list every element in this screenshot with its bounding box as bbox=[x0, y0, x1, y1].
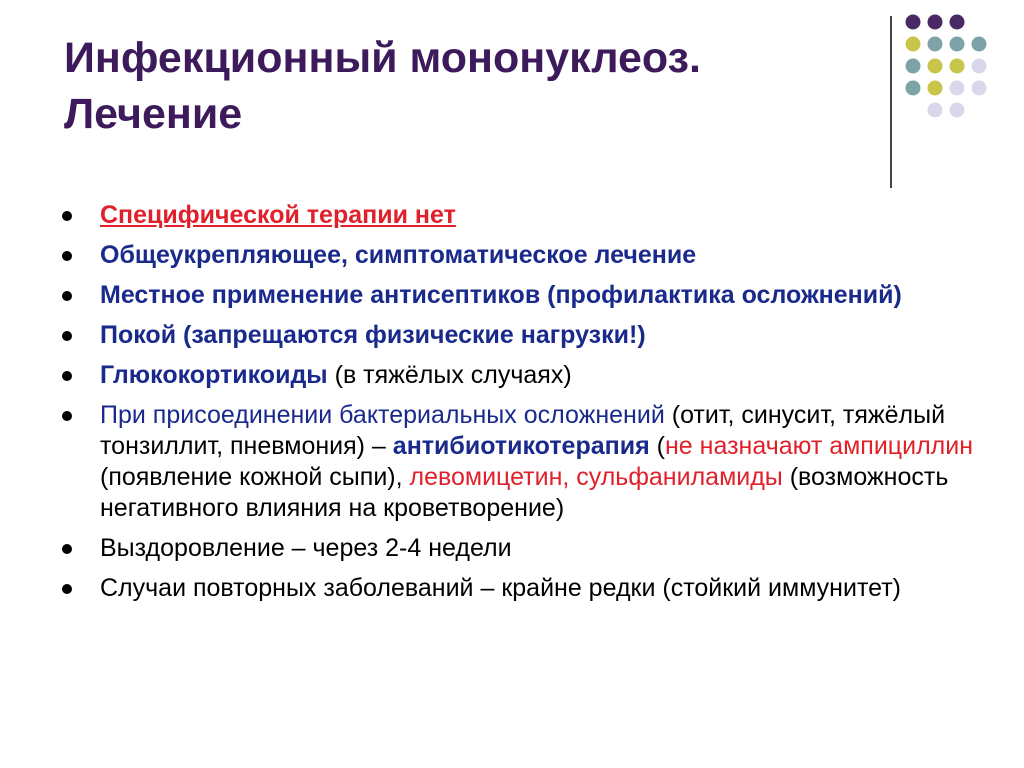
bullet-text-part: левомицетин, сульфаниламиды bbox=[409, 463, 783, 491]
decor-dot bbox=[950, 15, 965, 30]
bullet-text-part: (возможность негативного влияния на кроветворение) bbox=[100, 463, 949, 522]
bullet-text-part: ( bbox=[649, 432, 665, 460]
decor-dot bbox=[928, 37, 943, 52]
bullet-item bbox=[62, 400, 982, 524]
bullet-dot-icon bbox=[62, 411, 72, 421]
bullet-item bbox=[62, 360, 982, 391]
bullet-dot-icon bbox=[62, 251, 72, 261]
decor-dot bbox=[928, 15, 943, 30]
bullet-list bbox=[62, 200, 982, 613]
bullet-text-part: (отит, синусит, тяжёлый тонзиллит, пневмония) – bbox=[100, 401, 946, 460]
bullet-dot-icon bbox=[62, 291, 72, 301]
bullet-text-part: антибиотикотерапия bbox=[392, 432, 650, 460]
bullet-item bbox=[62, 280, 982, 311]
bullet-dot-icon bbox=[62, 371, 72, 381]
decor-dot bbox=[950, 59, 965, 74]
decor-dot bbox=[906, 37, 921, 52]
title-line-2: Лечение bbox=[64, 90, 243, 138]
decorative-dots bbox=[0, 0, 1024, 200]
decor-dot bbox=[928, 81, 943, 96]
decor-dot bbox=[906, 15, 921, 30]
decor-dot bbox=[928, 59, 943, 74]
bullet-text: Случаи повторных заболеваний – крайне редки (стойкий иммунитет) bbox=[100, 574, 901, 602]
bullet-item bbox=[62, 200, 982, 231]
decor-dot bbox=[972, 59, 987, 74]
bullet-text-part: (появление кожной сыпи), bbox=[100, 463, 410, 491]
decor-dot bbox=[906, 59, 921, 74]
bullet-item bbox=[62, 533, 982, 564]
bullet-dot-icon bbox=[62, 331, 72, 341]
title-line-1: Инфекционный мононуклеоз. bbox=[64, 34, 701, 82]
bullet-item bbox=[62, 240, 982, 271]
bullet-dot-icon bbox=[62, 211, 72, 221]
bullet-text-part: не назначают ампициллин bbox=[664, 432, 974, 460]
decor-dot bbox=[972, 81, 987, 96]
decor-dot bbox=[906, 81, 921, 96]
bullet-text: Местное применение антисептиков (профилактика осложнений) bbox=[100, 281, 902, 309]
bullet-dot-icon bbox=[62, 584, 72, 594]
bullet-text-part: При присоединении бактериальных осложнений bbox=[100, 401, 665, 429]
decor-dot bbox=[950, 103, 965, 118]
bullet-text: Специфической терапии нет bbox=[100, 201, 456, 229]
decor-dot bbox=[950, 37, 965, 52]
bullet-item bbox=[62, 573, 982, 604]
decor-dot bbox=[972, 37, 987, 52]
bullet-text-bold: Глюкокортикоиды bbox=[100, 361, 328, 389]
decor-dot bbox=[928, 103, 943, 118]
bullet-text: (в тяжёлых случаях) bbox=[327, 361, 572, 389]
decor-dot bbox=[950, 81, 965, 96]
bullet-text: Покой (запрещаются физические нагрузки!) bbox=[100, 321, 646, 349]
bullet-text: Выздоровление – через 2-4 недели bbox=[100, 534, 512, 562]
bullet-text: Общеукрепляющее, симптоматическое лечение bbox=[100, 241, 697, 269]
bullet-dot-icon bbox=[62, 544, 72, 554]
bullet-item bbox=[62, 320, 982, 351]
